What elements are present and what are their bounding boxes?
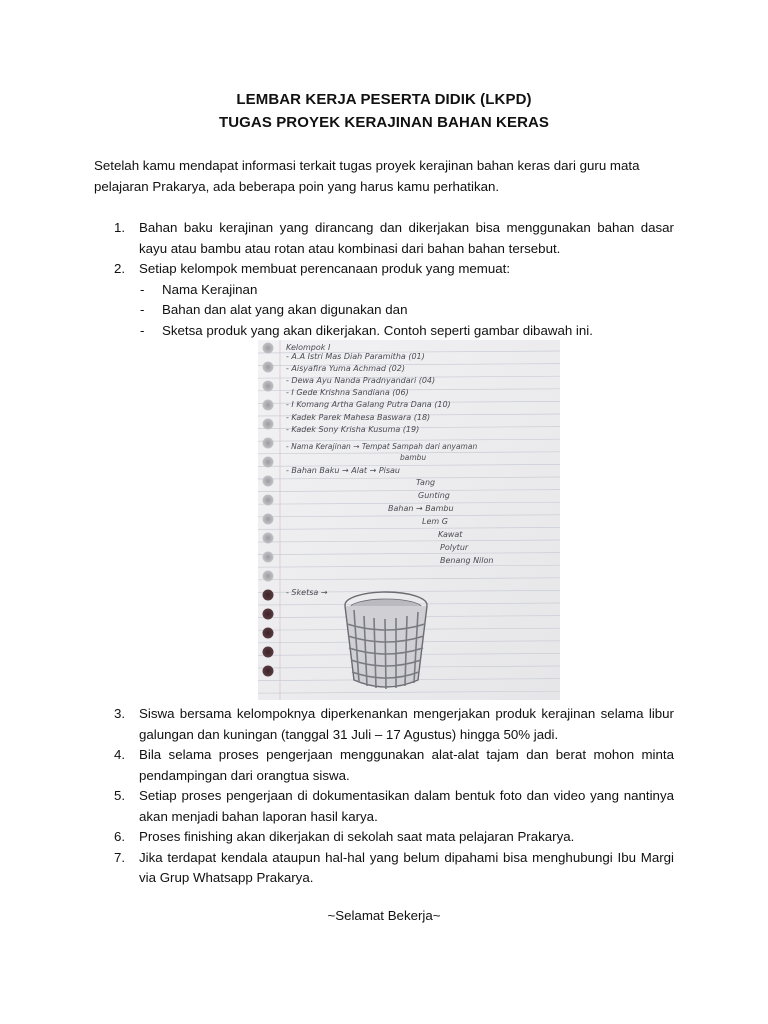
spiral-hole [263, 590, 274, 601]
sub-item-text: Sketsa produk yang akan dikerjakan. Contoh seperti gambar dibawah ini. [162, 322, 593, 338]
sub-list-item [94, 321, 674, 342]
list-number: 4. [114, 747, 126, 762]
sub-list-item [94, 300, 674, 321]
spiral-hole [263, 362, 274, 373]
spiral-hole [263, 609, 274, 620]
sub-list-item [94, 280, 674, 301]
spiral-hole [263, 419, 274, 430]
list-item [94, 848, 674, 889]
dash-bullet: - [140, 302, 145, 317]
handwriting-line: - Dewa Ayu Nanda Pradnyandari (04) [286, 376, 436, 385]
closing-text: ~Selamat Bekerja~ [327, 908, 441, 923]
dash-bullet: - [140, 281, 145, 297]
spiral-hole [263, 457, 274, 468]
spiral-hole [263, 438, 274, 449]
handwriting-line: - I Komang Artha Galang Putra Dana (10) [286, 400, 451, 409]
list-number: 7. [114, 849, 126, 865]
list-item [94, 786, 674, 827]
list-text: Proses finishing akan dikerjakan di sekolah saat mata pelajaran Prakarya. [139, 829, 575, 844]
spiral-hole [263, 628, 274, 639]
spiral-hole [263, 495, 274, 506]
handwriting-line: Lem G [422, 517, 448, 526]
list-text: Setiap proses pengerjaan di dokumentasikan dalam bentuk foto dan video yang nantinya akan menjadi bahan laporan hasil karya. [139, 788, 674, 824]
list-text: Bila selama proses pengerjaan menggunakan alat-alat tajam dan berat mohon minta pendampingan dari orangtua siswa. [139, 747, 674, 783]
intro-paragraph: Setelah kamu mendapat informasi terkait tugas proyek kerajinan bahan keras dari guru mata pelajaran Prakarya, ada beberapa poin yang harus kamu perhatikan. [94, 158, 640, 194]
spiral-hole [263, 647, 274, 658]
document-subtitle: TUGAS PROYEK KERAJINAN BAHAN KERAS [218, 114, 550, 131]
handwriting-line: - Sketsa → [286, 588, 328, 597]
handwriting-line: Bahan → Bambu [388, 504, 454, 513]
list-item [94, 704, 674, 745]
list-text: Bahan baku kerajinan yang dirancang dan dikerjakan bisa menggunakan bahan dasar kayu atau bambu atau rotan atau kombinasi dari bahan bahan tersebut. [139, 220, 674, 256]
dash-bullet: - [140, 322, 145, 338]
handwriting-line: - Kadek Sony Krisha Kusuma (19) [286, 425, 420, 434]
list-number: 6. [114, 829, 126, 844]
sub-item-text: Bahan dan alat yang akan digunakan dan [162, 302, 408, 317]
handwriting-line: - Aisyafira Yuma Achmad (02) [286, 364, 405, 373]
list-number: 1. [114, 220, 126, 235]
list-number: 5. [114, 788, 126, 803]
notebook-page-drawing [258, 340, 560, 700]
handwriting-line: Gunting [418, 491, 450, 500]
spiral-hole [263, 666, 274, 677]
handwriting-line: Polytur [440, 543, 469, 552]
spiral-hole [263, 571, 274, 582]
spiral-hole [263, 533, 274, 544]
list-text: Siswa bersama kelompoknya diperkenankan mengerjakan produk kerajinan selama libur galungan dan kuningan (tanggal 31 Juli – 17 Agustus) hingga 50% jadi. [139, 706, 674, 742]
sub-item-text: Nama Kerajinan [162, 281, 258, 297]
list-item [94, 827, 674, 848]
spiral-hole [263, 476, 274, 487]
handwriting-line: - Nama Kerajinan → Tempat Sampah dari anyaman [286, 442, 478, 451]
handwriting-line: - Kadek Parek Mahesa Baswara (18) [286, 413, 431, 422]
document-title: LEMBAR KERJA PESERTA DIDIK (LKPD) [236, 91, 532, 108]
notebook-photo [258, 340, 560, 700]
list-text: Setiap kelompok membuat perencanaan produk yang memuat: [139, 261, 511, 276]
handwriting-line: Kawat [438, 530, 463, 539]
handwriting-line: bambu [400, 453, 427, 462]
spiral-hole [263, 381, 274, 392]
handwriting-line: Kelompok I [286, 343, 331, 352]
instruction-list-part-2 [94, 704, 674, 889]
list-text: Jika terdapat kendala ataupun hal-hal yang belum dipahami bisa menghubungi Ibu Margi via Grup Whatsapp Prakarya. [139, 849, 674, 885]
spiral-hole [263, 343, 274, 354]
handwriting-line: - I Gede Krishna Sandiana (06) [286, 388, 409, 397]
list-number: 3. [114, 706, 126, 721]
list-item [94, 745, 674, 786]
basket-sketch [345, 592, 427, 689]
list-item [94, 218, 674, 259]
handwriting-line: - Bahan Baku → Alat → Pisau [286, 466, 400, 475]
instruction-list-part-1 [94, 218, 674, 341]
spiral-hole [263, 400, 274, 411]
list-number: 2. [114, 261, 126, 276]
spiral-hole [263, 552, 274, 563]
handwriting-line: Tang [416, 478, 436, 487]
handwriting-line: - A.A Istri Mas Diah Paramitha (01) [286, 352, 425, 361]
handwriting-line: Benang Nilon [440, 556, 494, 565]
spiral-hole [263, 514, 274, 525]
list-item [94, 259, 674, 280]
